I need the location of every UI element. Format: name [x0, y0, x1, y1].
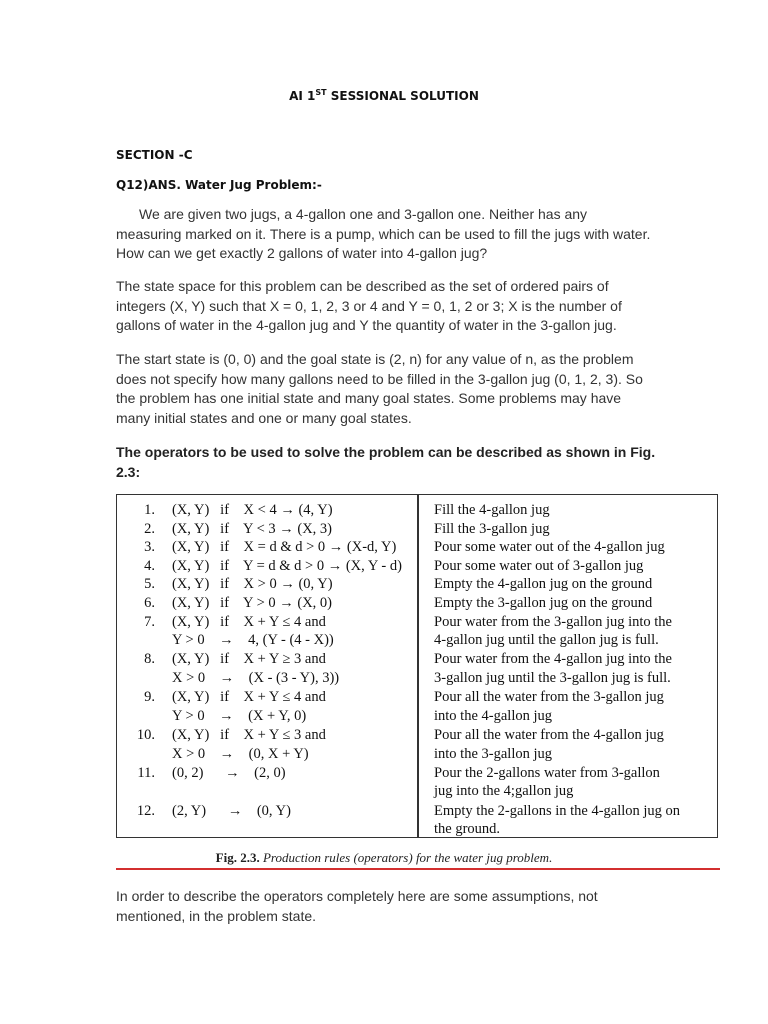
- rule-description-line: Fill the 4-gallon jug: [434, 502, 550, 518]
- rule-description-line: into the 3-gallon jug: [434, 745, 552, 762]
- rule-condition-line: (0, 2) → (2, 0): [172, 764, 286, 781]
- rule-row: [117, 726, 717, 763]
- rule-number: 1.: [144, 502, 155, 518]
- paragraph-1-line-1: We are given two jugs, a 4-gallon one and 3-gallon one. Neither has any: [139, 206, 588, 222]
- rule-description-line: Pour all the water from the 3-gallon jug: [434, 689, 664, 706]
- figure-caption-label: Fig. 2.3.: [215, 850, 260, 865]
- question-heading: Q12)ANS. Water Jug Problem:-: [116, 178, 322, 192]
- rule-description-line: Pour some water out of 3-gallon jug: [434, 557, 644, 574]
- rule-description-line: 3-gallon jug until the 3-gallon jug is full.: [434, 669, 671, 686]
- rule-condition-line: Y > 0 → (X + Y, 0): [172, 707, 307, 724]
- rule-condition-line: (X, Y) if X + Y ≥ 3 and: [172, 651, 326, 668]
- rule-condition-line: (X, Y) if X + Y ≤ 4 and: [172, 689, 326, 706]
- rule-condition-line: (2, Y) → (0, Y): [172, 802, 291, 819]
- figure-caption: [0, 850, 768, 866]
- paragraph-assumptions: In order to describe the operators completely here are some assumptions, not mentioned, in the problem state.: [116, 888, 598, 924]
- rule-condition: [172, 557, 422, 576]
- rule-description-line: Pour all the water from the 4-gallon jug: [434, 727, 664, 743]
- title-prefix: AI 1: [289, 89, 316, 103]
- rule-condition-line: X > 0 → (X - (3 - Y), 3)): [172, 669, 340, 686]
- rule-number: 12.: [136, 802, 155, 819]
- rule-row: [117, 538, 717, 557]
- rule-condition: [172, 688, 422, 725]
- rule-condition: [172, 520, 422, 539]
- rule-description-line: Pour some water out of the 4-gallon jug: [434, 539, 665, 556]
- paragraph-operators-intro: The operators to be used to solve the problem can be described as shown in Fig. 2.3:: [116, 444, 656, 480]
- rule-condition: [172, 802, 422, 821]
- rule-number: 10.: [136, 727, 155, 743]
- title-superscript: ST: [315, 88, 327, 97]
- rule-row: [117, 501, 717, 520]
- rule-row: [117, 557, 717, 576]
- rule-number: 7.: [144, 613, 155, 630]
- rule-row: [117, 613, 717, 650]
- rule-condition: [172, 501, 422, 520]
- rule-row: [117, 688, 717, 725]
- rule-row: [117, 594, 717, 613]
- rule-description-line: into the 4-gallon jug: [434, 707, 552, 724]
- rule-row: [117, 802, 717, 839]
- rule-description-line: jug into the 4;gallon jug: [434, 783, 574, 800]
- rule-number: 6.: [144, 595, 155, 611]
- rule-row: [117, 650, 717, 687]
- rule-description-line: Pour the 2-gallons water from 3-gallon: [434, 764, 660, 781]
- rule-condition-line: Y > 0 → 4, (Y - (4 - X)): [172, 632, 334, 649]
- rule-description-line: Empty the 4-gallon jug on the ground: [434, 576, 653, 593]
- rule-description: [434, 688, 719, 725]
- rule-condition-line: (X, Y) if Y < 3 → (X, 3): [172, 520, 332, 537]
- rule-condition: [172, 613, 422, 650]
- rule-description-line: Pour water from the 3-gallon jug into the: [434, 613, 672, 630]
- paragraph-start-goal: The start state is (0, 0) and the goal state is (2, n) for any value of n, as the problem does not specify how many gallons need to be filled in the 3-gallon jug (0, 1, 2, 3). So the problem has one initial state and many goal states. Some problems may have many initial states and one or many goal states.: [116, 351, 643, 426]
- title-suffix: SESSIONAL SOLUTION: [326, 89, 479, 103]
- red-divider-line: [116, 868, 720, 870]
- rule-condition: [172, 575, 422, 594]
- rule-number: 3.: [144, 539, 155, 556]
- figure-caption-text: Production rules (operators) for the water jug problem.: [262, 850, 553, 865]
- rule-condition-line: X > 0 → (0, X + Y): [172, 745, 309, 762]
- paragraph-state-space: The state space for this problem can be described as the set of ordered pairs of integers (X, Y) such that X = 0, 1, 2, 3 or 4 and Y = 0, 1, 2 or 3; X is the number of gallons of water in the 4-gallon jug and Y the quantity of water in the 3-gallon jug.: [116, 278, 622, 333]
- rule-row: [117, 575, 717, 594]
- rule-description-line: Fill the 3-gallon jug: [434, 520, 550, 537]
- production-rules-figure: [116, 494, 718, 838]
- rule-number: 8.: [144, 651, 155, 668]
- paragraph-1-rest: measuring marked on it. There is a pump, which can be used to fill the jugs with water. How can we get exactly 2 gallons of water into 4-gallon jug?: [116, 225, 651, 261]
- rule-condition: [172, 650, 422, 687]
- rule-description: [434, 557, 719, 576]
- rule-number: 11.: [137, 764, 155, 781]
- rule-row: [117, 520, 717, 539]
- rule-description: [434, 594, 719, 613]
- rule-description: [434, 520, 719, 539]
- rule-condition-line: (X, Y) if X + Y ≤ 3 and: [172, 727, 326, 743]
- rule-description-line: Empty the 2-gallons in the 4-gallon jug on: [434, 802, 681, 819]
- rule-number: 9.: [144, 689, 155, 706]
- rule-description: [434, 613, 719, 650]
- rule-condition-line: (X, Y) if X + Y ≤ 4 and: [172, 613, 326, 630]
- rule-condition: [172, 538, 422, 557]
- paragraph-problem-statement: [116, 205, 656, 264]
- rule-condition: [172, 594, 422, 613]
- rule-description-line: 4-gallon jug until the gallon jug is full.: [434, 632, 659, 649]
- rule-description-line: Empty the 3-gallon jug on the ground: [434, 595, 653, 611]
- rule-condition: [172, 764, 422, 783]
- document-title: [0, 88, 768, 103]
- rule-number: 5.: [144, 576, 155, 593]
- section-label: SECTION -C: [116, 148, 193, 162]
- rule-description: [434, 802, 719, 839]
- rule-description: [434, 764, 719, 801]
- rule-row: [117, 764, 717, 801]
- rule-description: [434, 538, 719, 557]
- rule-description: [434, 501, 719, 520]
- rule-description: [434, 575, 719, 594]
- rule-description: [434, 650, 719, 687]
- rule-condition-line: (X, Y) if X > 0 → (0, Y): [172, 576, 333, 593]
- rule-description-line: the ground.: [434, 821, 501, 838]
- rule-condition-line: (X, Y) if X = d & d > 0 → (X-d, Y): [172, 539, 397, 556]
- rule-condition-line: (X, Y) if Y > 0 → (X, 0): [172, 595, 332, 611]
- rule-description-line: Pour water from the 4-gallon jug into the: [434, 651, 672, 668]
- rule-number: 4.: [144, 557, 155, 574]
- rule-condition: [172, 726, 422, 763]
- rule-description: [434, 726, 719, 763]
- rule-condition-line: (X, Y) if X < 4 → (4, Y): [172, 502, 333, 518]
- rule-number: 2.: [144, 520, 155, 537]
- rule-condition-line: (X, Y) if Y = d & d > 0 → (X, Y - d): [172, 557, 402, 574]
